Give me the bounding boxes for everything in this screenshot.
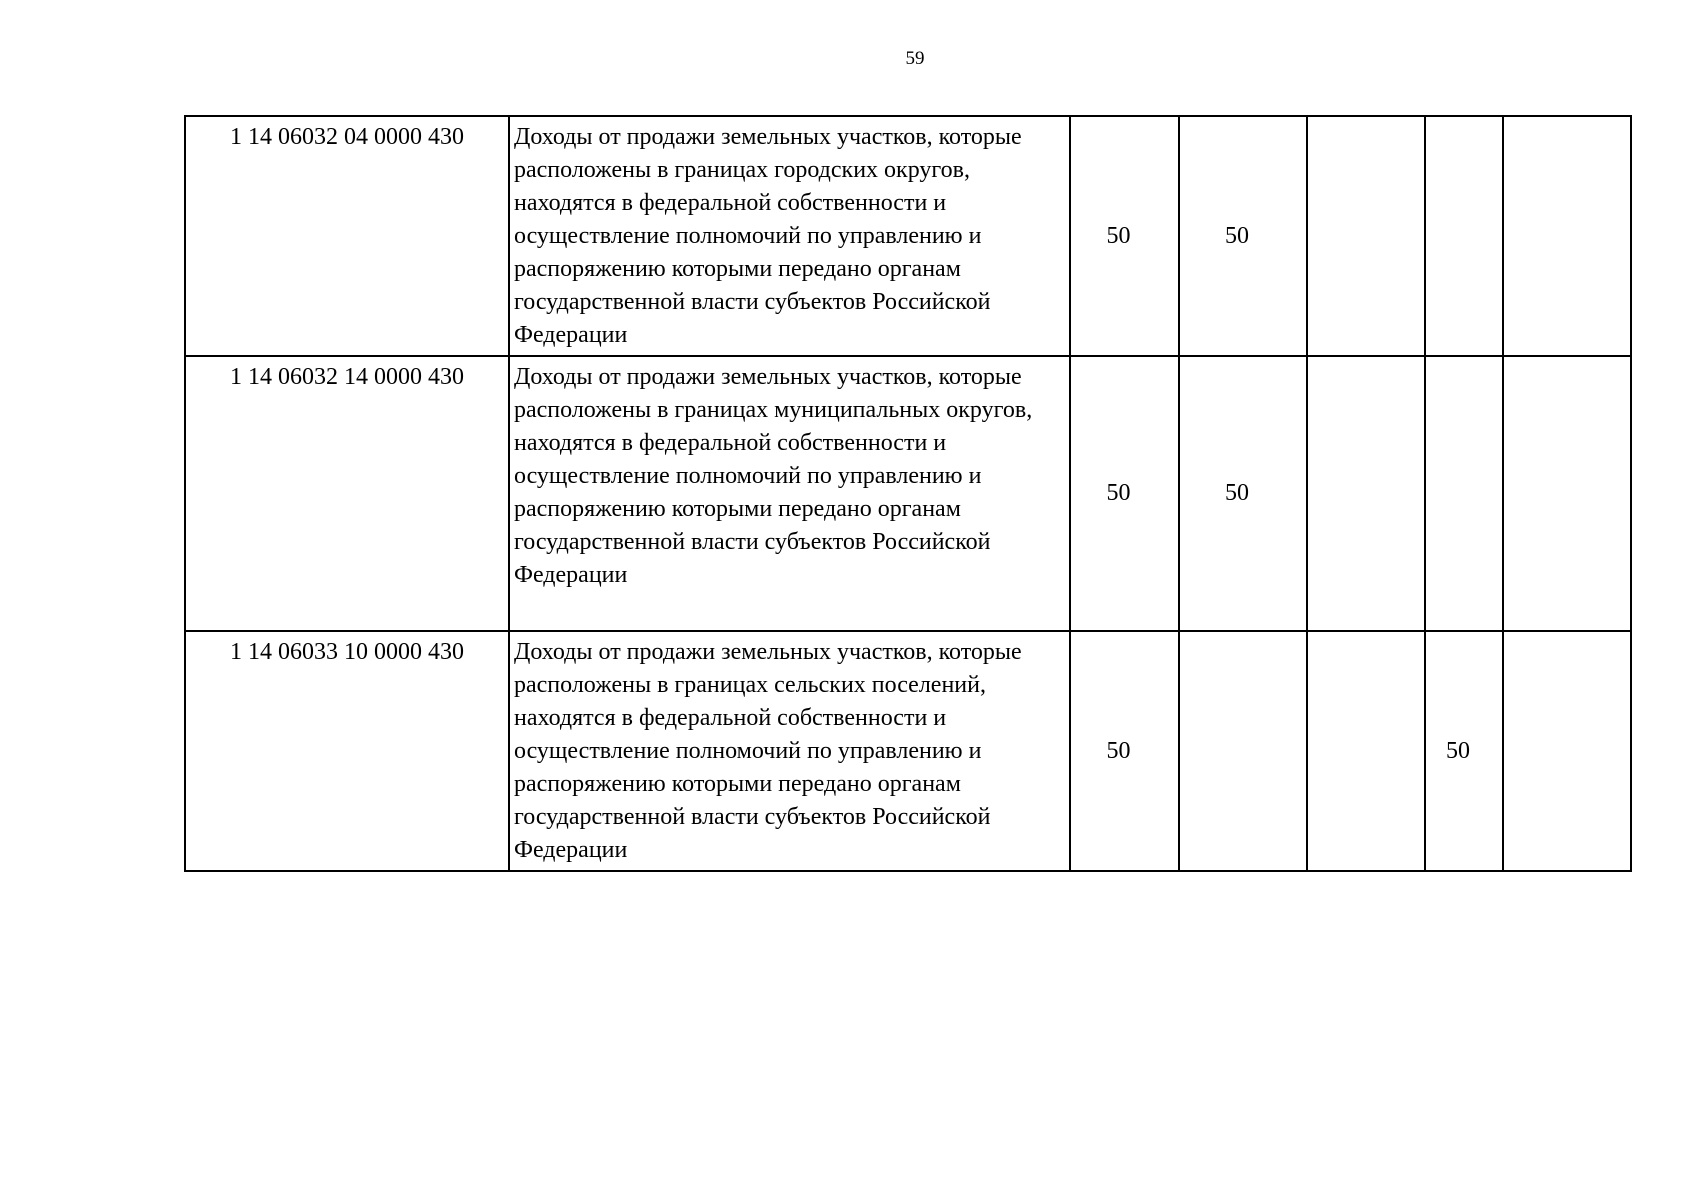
share-cell [1425,631,1503,871]
share-cell [1425,356,1503,631]
budget-classification-code: 1 14 06033 10 0000 430 [185,631,509,871]
share-value: 50 [1225,480,1249,506]
share-cell [1425,116,1503,356]
share-cell [1307,116,1425,356]
share-value: 50 [1106,737,1131,764]
revenue-description: Доходы от продажи земельных участков, которые расположены в границах сельских поселений, находятся в федеральной собственности и осуществление полномочий по управлению и распоряжению которыми передано органам государственной власти субъектов Российской Федерации [509,631,1070,871]
page-number: 59 [905,48,925,69]
share-cell [1179,116,1307,356]
budget-classification-code: 1 14 06032 04 0000 430 [185,116,509,356]
share-value: 50 [1106,222,1131,249]
share-cell [1070,631,1179,871]
share-cell [1070,356,1179,631]
share-value: 50 [1446,737,1470,764]
table-row [185,356,1631,631]
share-cell [1503,631,1631,871]
share-value: 50 [1106,480,1131,506]
share-cell [1307,631,1425,871]
share-value: 50 [1225,222,1249,249]
share-cell [1070,116,1179,356]
revenue-distribution-table [184,115,1632,872]
share-cell [1503,356,1631,631]
table-row [185,631,1631,871]
share-cell [1179,631,1307,871]
share-cell [1307,356,1425,631]
table-row [185,116,1631,356]
share-cell [1179,356,1307,631]
revenue-description: Доходы от продажи земельных участков, которые расположены в границах городских округов, находятся в федеральной собственности и осуществление полномочий по управлению и распоряжению которыми передано органам государственной власти субъектов Российской Федерации [509,116,1070,356]
budget-classification-code: 1 14 06032 14 0000 430 [185,356,509,631]
revenue-description: Доходы от продажи земельных участков, которые расположены в границах муниципальных округов, находятся в федеральной собственности и осуществление полномочий по управлению и распоряжению которыми передано органам государственной власти субъектов Российской Федерации [509,356,1070,631]
share-cell [1503,116,1631,356]
